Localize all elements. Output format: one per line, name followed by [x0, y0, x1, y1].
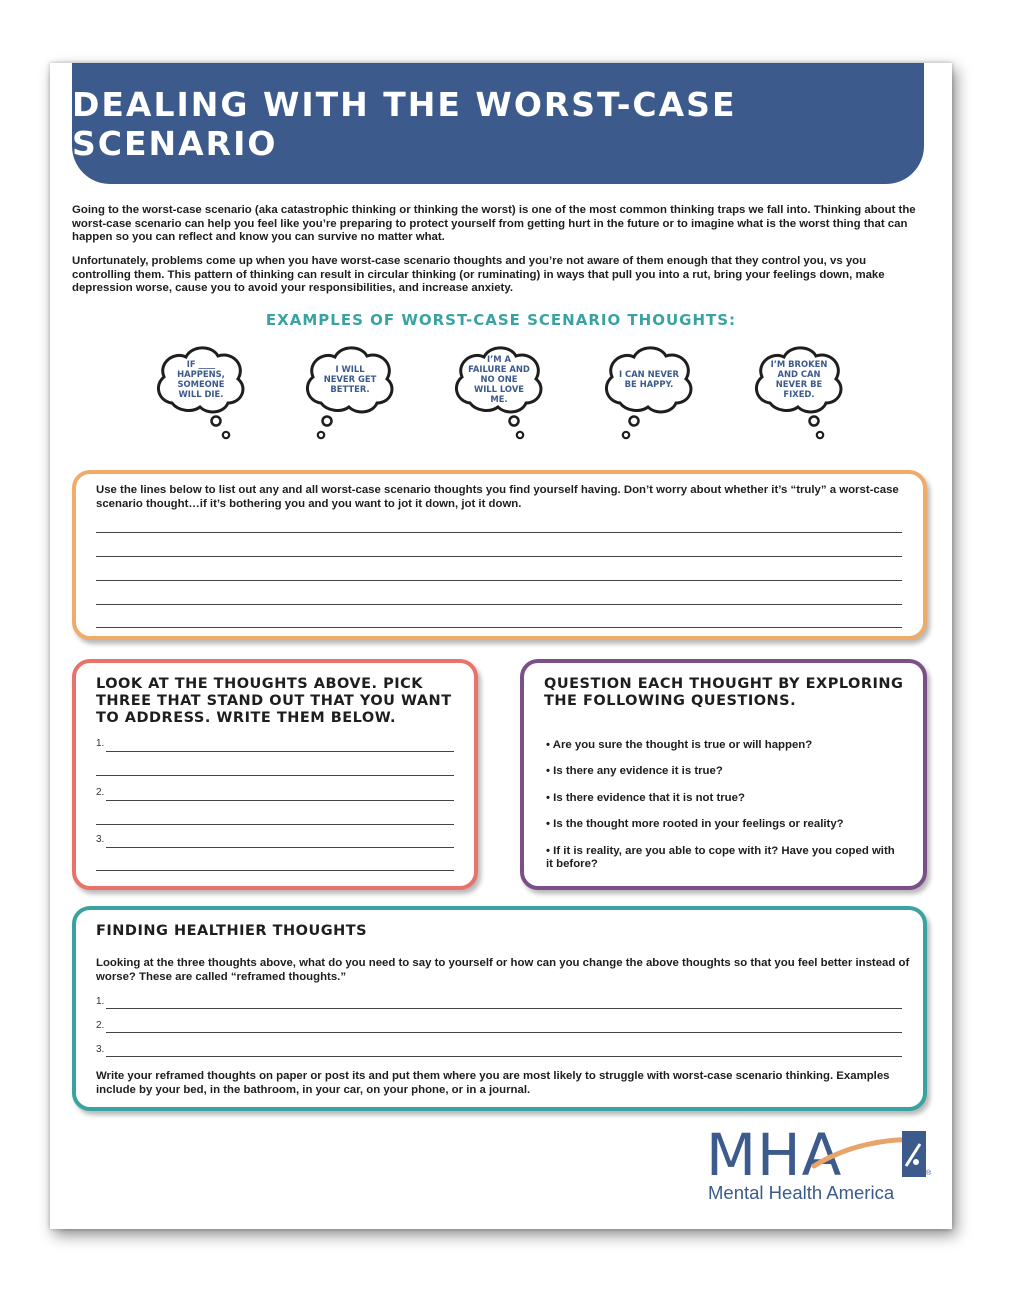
thought-cloud-1	[150, 341, 250, 441]
writing-line[interactable]	[106, 1032, 902, 1033]
intro-paragraph-2	[72, 255, 928, 296]
title-banner	[72, 63, 924, 184]
thought-text-4: I CAN NEVER BE HAPPY.	[619, 369, 679, 389]
worst-case-list-box	[72, 470, 927, 640]
item-number: 3.	[96, 834, 105, 845]
logo-letters: MHA	[706, 1121, 843, 1189]
logo-swoosh-icon	[706, 1121, 934, 1189]
healthier-thoughts-box	[72, 906, 927, 1111]
list-instructions: Use the lines below to list out any and all worst-case scenario thoughts you find yourself having. Don’t worry about whether it’s “truly” a worst-case scenario thought…if it’s bothering you and you want to jot it down, jot it down.	[96, 484, 899, 510]
pick-three-heading: LOOK AT THE THOUGHTS ABOVE. PICK THREE THAT STAND OUT THAT YOU WANT TO ADDRESS. WRITE THEM BELOW.	[96, 676, 452, 726]
writing-line[interactable]	[106, 800, 454, 801]
writing-line[interactable]	[106, 751, 454, 752]
question-item: • If it is reality, are you able to cope with it? Have you coped with it before?	[546, 845, 895, 870]
intro-text-2: Unfortunately, problems come up when you have worst-case scenario thoughts and you’re not aware of them enough that they control you, vs you controlling them. This pattern of thinking can result in circular thinking (or ruminating) in ways that pull you into a rut, bring your feelings down, make depression worse, cause you to avoid your responsibilities, and increase anxiety.	[72, 255, 885, 294]
healthier-closing: Write your reframed thoughts on paper or post its and put them where you are most likely to struggle with worst-case scenario thinking. Examples include by your bed, in the bathroom, in your car, on your phone, or in a journal.	[96, 1070, 890, 1096]
question-item: • Is there evidence that it is not true?	[546, 792, 745, 804]
logo-tagline: Mental Health America	[708, 1182, 895, 1203]
item-number: 2.	[96, 1020, 105, 1031]
writing-line[interactable]	[96, 604, 902, 605]
question-heading: QUESTION EACH THOUGHT BY EXPLORING THE FOLLOWING QUESTIONS.	[544, 676, 904, 709]
question-item: • Are you sure the thought is true or will happen?	[546, 739, 813, 751]
examples-heading: EXAMPLES OF WORST-CASE SCENARIO THOUGHTS:	[265, 311, 737, 329]
thought-cloud-2	[299, 341, 399, 441]
item-number: 1.	[96, 996, 105, 1007]
thought-cloud-3	[448, 341, 548, 441]
writing-line[interactable]	[96, 627, 902, 628]
writing-line[interactable]	[106, 847, 454, 848]
item-number: 3.	[96, 1044, 105, 1055]
writing-line[interactable]	[106, 1008, 902, 1009]
page-title: DEALING WITH THE WORST-CASE SCENARIO	[72, 84, 737, 163]
question-item: • Is the thought more rooted in your feelings or reality?	[546, 818, 844, 830]
healthier-instructions: Looking at the three thoughts above, what do you need to say to yourself or how can you change the above thoughts so that you feel better instead of worse? These are called “reframed thoughts.”	[96, 957, 910, 983]
thought-text-3: I’M A FAILURE AND NO ONE WILL LOVE ME.	[468, 354, 530, 404]
thought-text-2: I WILL NEVER GET BETTER.	[323, 364, 377, 394]
registered-mark: ®	[926, 1170, 932, 1177]
thought-text-5: I’M BROKEN AND CAN NEVER BE FIXED.	[770, 359, 828, 399]
writing-line[interactable]	[96, 556, 902, 557]
item-number: 1.	[96, 738, 105, 749]
worksheet-page	[50, 63, 952, 1229]
question-item: • Is there any evidence it is true?	[546, 765, 723, 777]
writing-line[interactable]	[96, 580, 902, 581]
writing-line[interactable]	[106, 1056, 902, 1057]
writing-line[interactable]	[96, 532, 902, 533]
writing-line[interactable]	[96, 824, 454, 825]
thought-cloud-5	[748, 341, 848, 441]
thought-text-1: IF ____ HAPPENS, SOMEONE WILL DIE.	[177, 359, 225, 399]
intro-text-1: Going to the worst-case scenario (aka catastrophic thinking or thinking the worst) is one of the most common thinking traps we fall into. Thinking about the worst-case scenario can help you feel like you’re preparing to protect yourself from getting hurt in the future or to imagine what is the worst thing that can happen so you can reflect and know you can survive no matter what.	[72, 204, 916, 243]
mha-logo	[706, 1121, 934, 1206]
healthier-heading: FINDING HEALTHIER THOUGHTS	[96, 923, 368, 939]
item-number: 2.	[96, 787, 105, 798]
question-thoughts-box	[520, 659, 927, 890]
intro-paragraph-1	[72, 204, 928, 245]
pick-three-box	[72, 659, 478, 890]
thought-cloud-4	[598, 341, 698, 441]
writing-line[interactable]	[96, 870, 454, 871]
writing-line[interactable]	[96, 775, 454, 776]
